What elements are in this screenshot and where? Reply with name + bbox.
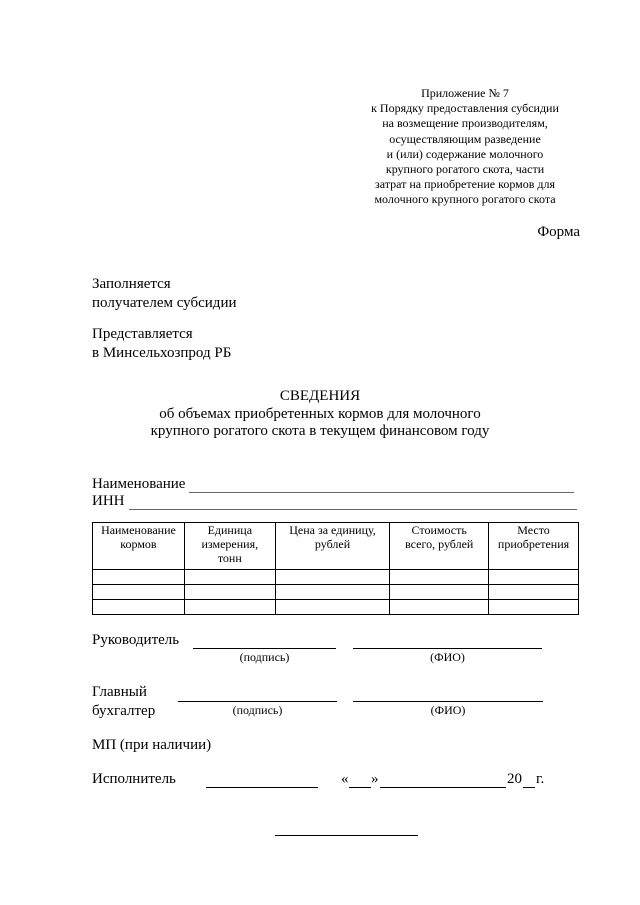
title-line: об объемах приобретенных кормов для молочного	[159, 405, 481, 422]
column-header-place: Место приобретения	[489, 523, 579, 570]
year-suffix: г.	[536, 771, 545, 787]
column-header-feed-name: Наименование кормов	[93, 523, 185, 570]
appendix-line: и (или) содержание молочного	[386, 146, 544, 161]
document-title	[100, 388, 540, 441]
head-signature-line[interactable]	[193, 647, 336, 649]
inn-label: ИНН	[92, 493, 125, 509]
submitted-to-note	[92, 325, 231, 363]
appendix-line: на возмещение производителям,	[382, 116, 548, 131]
title-line: крупного рогатого скота в текущем финансовом году	[150, 423, 490, 439]
date-day-line[interactable]	[349, 786, 371, 788]
appendix-line: крупного рогатого скота, части	[385, 162, 545, 177]
executor-line[interactable]	[206, 786, 318, 788]
chief-accountant-label	[92, 683, 155, 721]
column-header-total-cost: Стоимость всего, рублей	[390, 523, 489, 570]
filled-by-line: Заполняется	[92, 276, 171, 292]
name-label: Наименование	[92, 476, 186, 492]
table-cell[interactable]	[93, 585, 185, 600]
head-signature-caption: (подпись)	[239, 650, 290, 664]
table-cell[interactable]	[489, 570, 579, 585]
chief-signature-caption: (подпись)	[232, 703, 283, 717]
table-cell[interactable]	[93, 570, 185, 585]
table-cell[interactable]	[390, 600, 489, 615]
table-header-row	[93, 523, 579, 570]
form-label: Форма	[537, 224, 580, 240]
date-open-quote: «	[341, 771, 349, 787]
table-cell[interactable]	[390, 570, 489, 585]
table-cell[interactable]	[184, 600, 275, 615]
title-heading: СВЕДЕНИЯ	[279, 388, 361, 404]
appendix-line: Приложение № 7	[421, 86, 509, 100]
column-header-unit: Единица измерения, тонн	[184, 523, 275, 570]
table-row	[93, 585, 579, 600]
table-row	[93, 570, 579, 585]
bottom-line[interactable]	[275, 834, 418, 836]
head-fio-line[interactable]	[353, 647, 542, 649]
head-fio-caption: (ФИО)	[430, 650, 465, 664]
table-row	[93, 600, 579, 615]
table-cell[interactable]	[275, 585, 390, 600]
feed-table	[92, 522, 579, 615]
table-cell[interactable]	[489, 585, 579, 600]
date-year-line[interactable]	[523, 786, 535, 788]
executor-label: Исполнитель	[92, 771, 176, 787]
filled-by-line: получателем субсидии	[92, 295, 237, 311]
appendix-line: затрат на приобретение кормов для	[374, 177, 556, 192]
submitted-to-line: Представляется	[92, 326, 193, 342]
submitted-to-line: в Минсельхозпрод РБ	[92, 345, 232, 361]
table-cell[interactable]	[275, 570, 390, 585]
stamp-note: МП (при наличии)	[92, 737, 212, 753]
chief-accountant-label-line: бухгалтер	[92, 703, 156, 719]
name-line[interactable]	[189, 479, 574, 493]
head-label: Руководитель	[92, 632, 180, 648]
inn-line[interactable]	[129, 496, 577, 510]
appendix-line: осуществляющим разведение	[389, 131, 541, 146]
appendix-header	[350, 86, 580, 208]
name-field[interactable]	[92, 476, 574, 493]
table-cell[interactable]	[390, 585, 489, 600]
table-cell[interactable]	[184, 570, 275, 585]
chief-accountant-label-line: Главный	[92, 684, 147, 700]
column-header-unit-price: Цена за единицу, рублей	[275, 523, 390, 570]
filled-by-note	[92, 275, 237, 313]
chief-fio-line[interactable]	[353, 700, 543, 702]
appendix-line: молочного крупного рогатого скота	[374, 192, 556, 207]
date-month-line[interactable]	[380, 786, 506, 788]
year-prefix: 20	[507, 771, 522, 787]
table-cell[interactable]	[489, 600, 579, 615]
chief-signature-line[interactable]	[178, 700, 337, 702]
table-cell[interactable]	[275, 600, 390, 615]
appendix-line: к Порядку предоставления субсидии	[371, 101, 559, 116]
date-close-quote: »	[371, 771, 379, 787]
chief-fio-caption: (ФИО)	[430, 703, 466, 717]
table-cell[interactable]	[93, 600, 185, 615]
table-cell[interactable]	[184, 585, 275, 600]
inn-field[interactable]	[92, 493, 577, 510]
